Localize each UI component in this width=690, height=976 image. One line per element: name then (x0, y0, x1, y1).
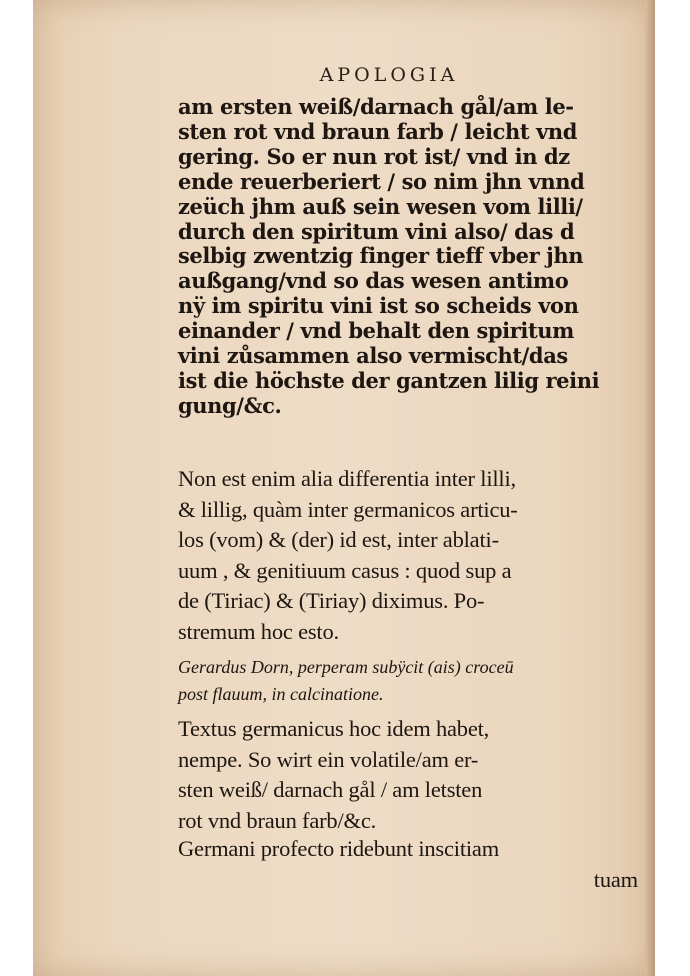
text-line: ende reuerberiert / so nim jhn vnnd (178, 168, 585, 194)
text-line: ist die höchste der gantzen lilig reini (178, 367, 600, 393)
latin-text-block-3 (178, 834, 638, 895)
text-line: nÿ im spiritu vini ist so scheids von (178, 293, 579, 319)
text-line: außgang/vnd so das wesen antimo (178, 268, 569, 294)
running-header: APOLOGIA (319, 64, 459, 86)
text-line: einander / vnd behalt den spiritum (178, 318, 574, 344)
text-line: rot vnd braun farb/&c. (178, 807, 377, 833)
text-line: Textus germanicus hoc idem habet, (178, 716, 490, 741)
marginal-note (178, 654, 638, 708)
text-line: uum , & genitiuum casus : quod sup a (178, 557, 512, 583)
note-line: post flauum, in calcinatione. (178, 684, 384, 704)
text-line: vini zůsammen also vermischt/das (178, 343, 568, 369)
text-line: selbig zwentzig finger tieff vber jhn (178, 243, 584, 269)
text-line: Germani profecto ridebunt inscitiam (178, 836, 500, 861)
text-line: Non est enim alia differentia inter lilli, (178, 466, 516, 491)
text-line: am ersten weiß/darnach gål/am le- (178, 94, 574, 119)
text-line: sten weiß/ darnach gål / am letsten (178, 777, 483, 802)
book-page (33, 0, 655, 976)
text-line: nempe. So wirt ein volatile/am er- (178, 746, 479, 772)
text-line: de (Tiriac) & (Tiriay) diximus. Po- (178, 588, 485, 613)
page-spine-shadow (645, 0, 655, 976)
text-line: durch den spiritum vini also/ das d (178, 218, 575, 244)
text-line: stremum hoc esto. (178, 618, 339, 644)
text-line: los (vom) & (der) id est, inter ablati- (178, 527, 499, 552)
text-line: gung/&c. (178, 392, 282, 418)
catchword: tuam (593, 866, 638, 892)
text-line: gering. So er nun rot ist/ vnd in dz (178, 143, 570, 169)
note-line: Gerardus Dorn, perperam subÿcit (ais) croceū (178, 657, 514, 677)
text-line: sten rot vnd braun farb / leicht vnd (178, 118, 578, 144)
german-text-block (178, 95, 638, 419)
latin-text-block-2 (178, 714, 638, 836)
text-line: & lillig, quàm inter germanicos articu- (178, 496, 518, 522)
text-line: zeüch jhm auß sein wesen vom lilli/ (178, 193, 583, 219)
latin-text-block-1 (178, 464, 638, 647)
